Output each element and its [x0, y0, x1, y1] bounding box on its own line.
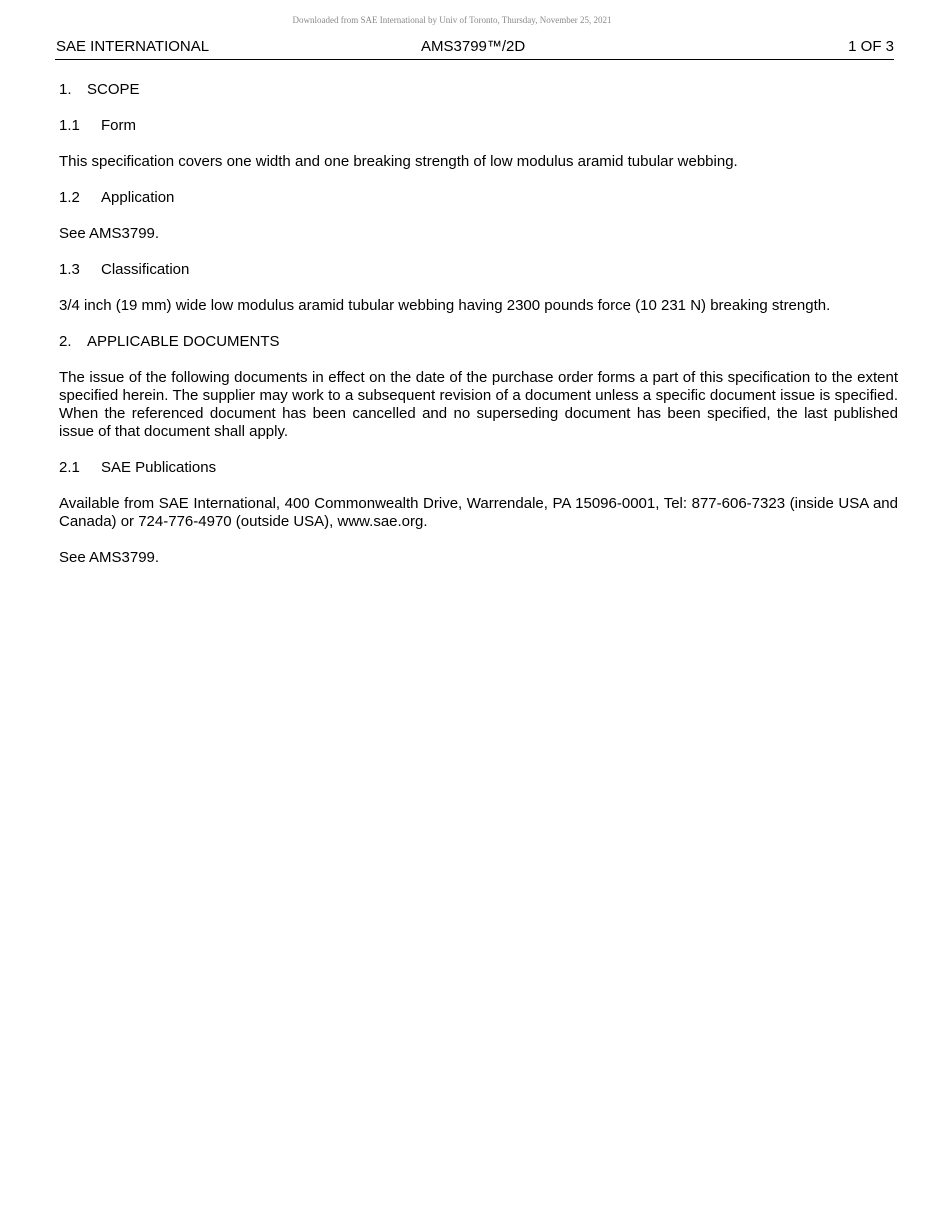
section-title: Classification: [101, 261, 190, 278]
section-title: SAE Publications: [101, 459, 217, 476]
page-header: [55, 38, 894, 60]
section-number: 2.1: [59, 459, 80, 476]
paragraph-see-ams3799: See AMS3799.: [59, 549, 160, 566]
section-number: 1.3: [59, 261, 80, 278]
header-organization: SAE INTERNATIONAL: [56, 38, 210, 55]
section-heading-scope: [59, 81, 898, 99]
section-number: 2.: [59, 333, 72, 350]
paragraph-form: This specification covers one width and one breaking strength of low modulus aramid tubular webbing.: [59, 153, 738, 170]
section-heading-sae-publications: [59, 459, 898, 477]
section-title: Application: [101, 189, 175, 206]
document-body: [59, 81, 898, 585]
section-title: SCOPE: [87, 81, 140, 98]
section-heading-classification: [59, 261, 898, 279]
paragraph-classification: 3/4 inch (19 mm) wide low modulus aramid tubular webbing having 2300 pounds force (10 231 N) breaking strength.: [59, 297, 831, 314]
section-title: APPLICABLE DOCUMENTS: [87, 333, 280, 350]
section-title: Form: [101, 117, 136, 134]
section-heading-applicable-documents: [59, 333, 898, 351]
paragraph-application: See AMS3799.: [59, 225, 160, 242]
section-number: 1.: [59, 81, 72, 98]
section-heading-form: [59, 117, 898, 135]
section-heading-application: [59, 189, 898, 207]
header-page-number: 1 OF 3: [848, 38, 894, 55]
paragraph-sae-publications: Available from SAE International, 400 Commonwealth Drive, Warrendale, PA 15096-0001, Tel: 877-606-7323 (inside USA and Canada) or 724-776-4970 (outside USA), www.sae.org.: [59, 495, 898, 530]
paragraph-applicable-documents: The issue of the following documents in effect on the date of the purchase order forms a part of this specification to the extent specified herein. The supplier may work to a subsequent revision of a document unless a specific document issue is specified. When the referenced document has been cancelled and no superseding document has been specified, the last published issue of that document shall apply.: [59, 369, 898, 440]
header-document-id: AMS3799™/2D: [421, 38, 526, 55]
section-number: 1.1: [59, 117, 80, 134]
section-number: 1.2: [59, 189, 80, 206]
download-watermark: Downloaded from SAE International by Univ of Toronto, Thursday, November 25, 2021: [292, 15, 612, 25]
